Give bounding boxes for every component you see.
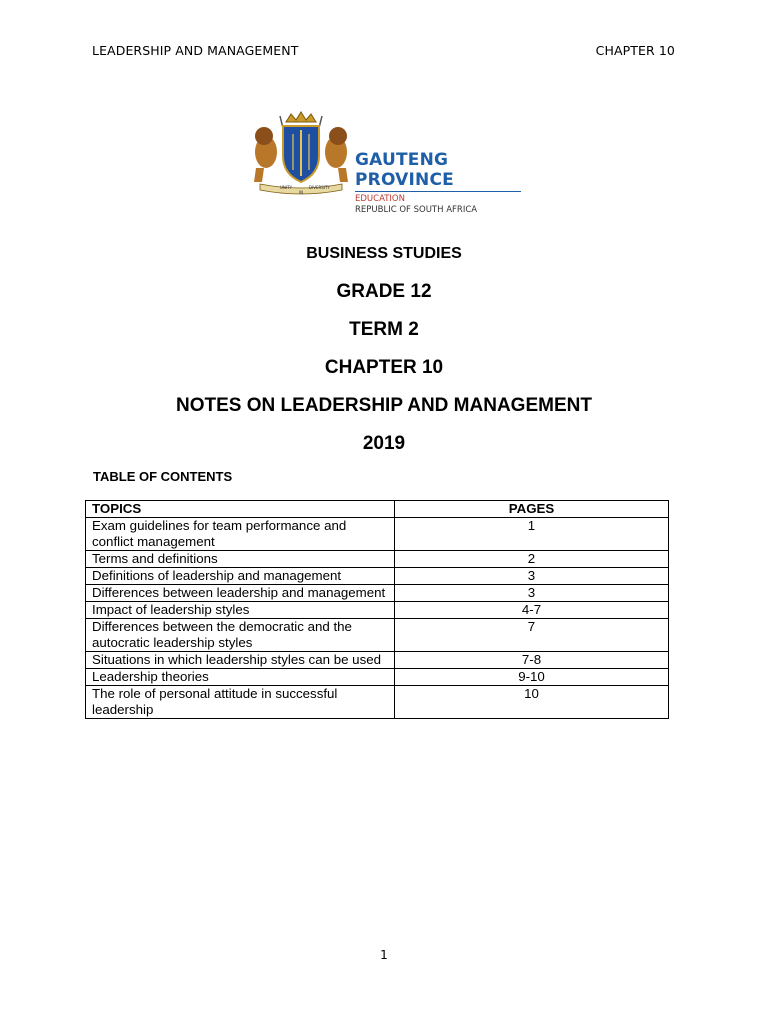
toc-topic: Definitions of leadership and management <box>86 568 395 585</box>
motto-unity: UNITY <box>280 185 292 190</box>
toc-topic: Terms and definitions <box>86 551 395 568</box>
table-row <box>86 619 669 652</box>
toc-page: 10 <box>395 686 669 719</box>
toc-column-pages: PAGES <box>395 501 669 518</box>
toc-topic: Differences between the democratic and the autocratic leadership styles <box>86 619 395 652</box>
logo-education: EDUCATION <box>355 194 405 204</box>
table-row <box>86 585 669 602</box>
logo-title: GAUTENG PROVINCE <box>355 150 454 190</box>
toc-page: 3 <box>395 585 669 602</box>
toc-page: 3 <box>395 568 669 585</box>
toc-page: 7 <box>395 619 669 652</box>
term-title: TERM 2 <box>349 319 419 340</box>
toc-topic: Impact of leadership styles <box>86 602 395 619</box>
toc-topic: Exam guidelines for team performance and conflict management <box>86 518 395 551</box>
notes-title: NOTES ON LEADERSHIP AND MANAGEMENT <box>176 395 592 416</box>
toc-page: 9-10 <box>395 669 669 686</box>
motto-diversity: DIVERSITY <box>309 185 330 190</box>
table-row <box>86 518 669 551</box>
toc-heading: TABLE OF CONTENTS <box>93 469 233 484</box>
toc-page: 1 <box>395 518 669 551</box>
logo-underline <box>355 191 521 192</box>
toc-page: 2 <box>395 551 669 568</box>
logo-republic: REPUBLIC OF SOUTH AFRICA <box>355 205 478 215</box>
logo-text <box>355 150 526 216</box>
table-row <box>86 602 669 619</box>
table-row <box>86 568 669 585</box>
grade-title: GRADE 12 <box>336 281 432 302</box>
subject-title: BUSINESS STUDIES <box>306 245 462 262</box>
table-row <box>86 551 669 568</box>
gauteng-logo <box>246 110 526 215</box>
table-row <box>86 686 669 719</box>
toc-page: 7-8 <box>395 652 669 669</box>
running-header-title: LEADERSHIP AND MANAGEMENT <box>92 43 299 58</box>
toc-column-topics: TOPICS <box>86 501 395 518</box>
coat-of-arms-icon <box>246 110 356 200</box>
toc-page: 4-7 <box>395 602 669 619</box>
toc-header-row <box>86 501 669 518</box>
toc-topic: Situations in which leadership styles can be used <box>86 652 395 669</box>
table-row <box>86 652 669 669</box>
toc-topic: The role of personal attitude in successful leadership <box>86 686 395 719</box>
toc-topic: Differences between leadership and management <box>86 585 395 602</box>
chapter-title: CHAPTER 10 <box>324 357 444 378</box>
table-row <box>86 669 669 686</box>
toc-topic: Leadership theories <box>86 669 395 686</box>
year-title: 2019 <box>362 433 406 454</box>
motto-in: IN <box>299 190 304 195</box>
toc-table <box>85 500 669 719</box>
running-header-chapter: CHAPTER 10 <box>595 43 675 58</box>
page-number: 1 <box>380 948 388 962</box>
